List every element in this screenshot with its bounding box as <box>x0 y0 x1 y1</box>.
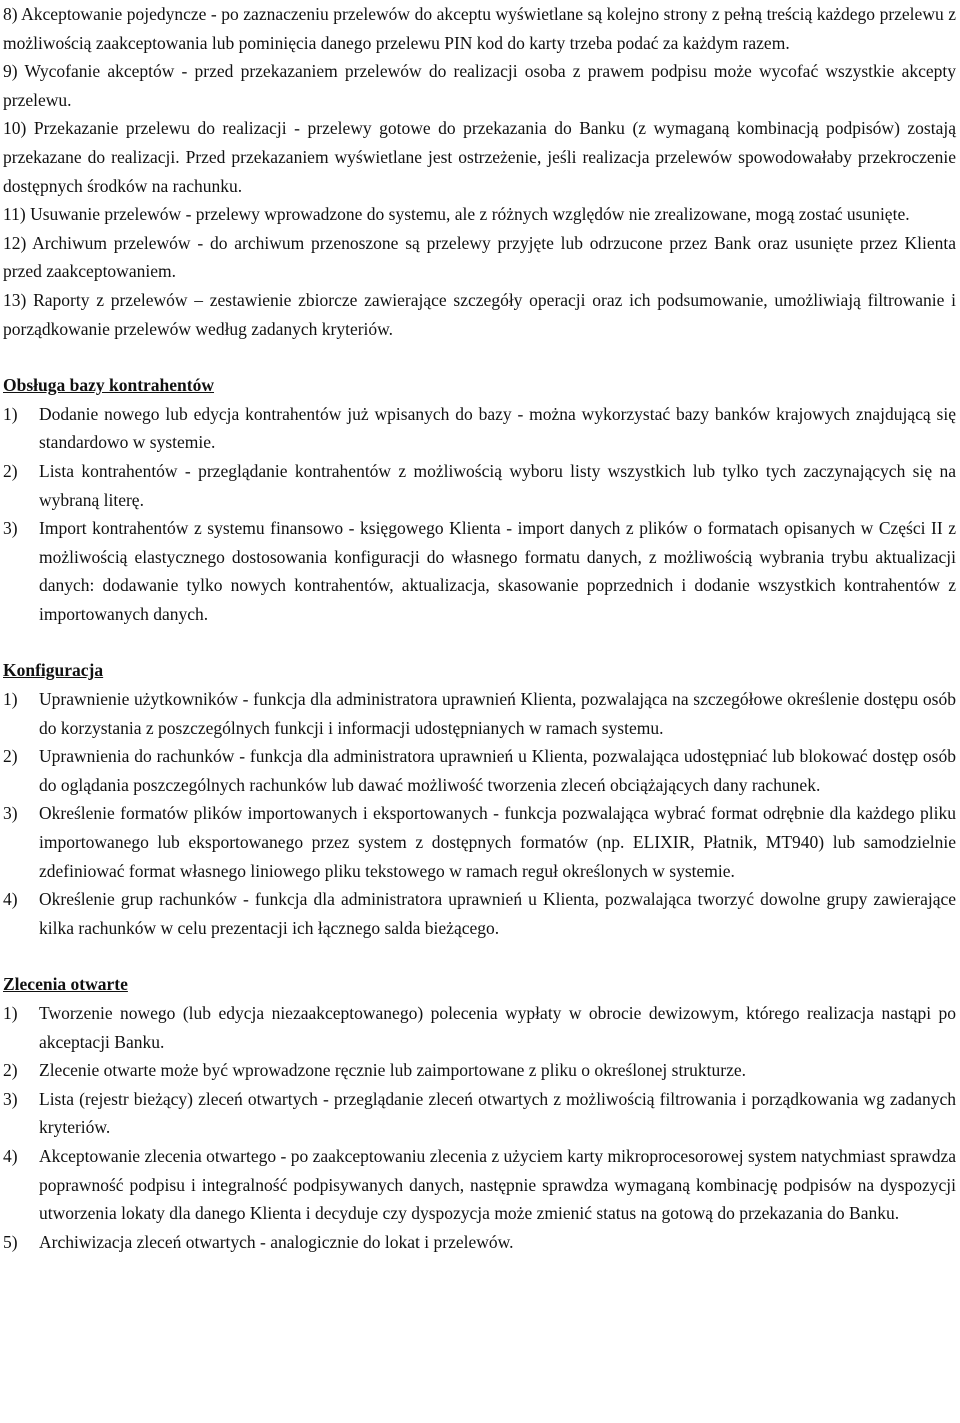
item-number: 5) <box>3 1231 18 1252</box>
item-text: Określenie formatów plików importowanych i eksportowanych - funkcja pozwalająca wybrać format odrębnie dla każdego pliku importowanego lub eksportowanego przez system z dostępnych formatów (np. ELIXIR, Płatnik, MT940) lub samodzielnie zdefiniować format własnego liniowego pliku tekstowego w ramach reguł określonych w systemie. <box>39 803 956 881</box>
item-number: 10) <box>3 118 27 139</box>
item-text: Usuwanie przelewów - przelewy wprowadzone do systemu, ale z różnych względów nie zrealizowane, mogą zostać usunięte. <box>30 204 910 225</box>
list-item <box>3 400 956 457</box>
section-heading: Zlecenia otwarte <box>3 974 128 995</box>
item-number: 3) <box>3 1088 18 1109</box>
list-item <box>3 1228 956 1257</box>
item-number: 4) <box>3 889 18 910</box>
list-item <box>3 200 956 229</box>
item-text: Określenie grup rachunków - funkcja dla administratora uprawnień u Klienta, pozwalająca tworzyć dowolne grupy zawierające kilka rachunków w celu prezentacji ich łącznego salda bieżącego. <box>39 889 956 938</box>
item-text: Tworzenie nowego (lub edycja niezaakceptowanego) polecenia wypłaty w obrocie dewizowym, którego realizacja nastąpi po akceptacji Banku. <box>39 1003 956 1052</box>
item-number: 11) <box>3 204 26 225</box>
item-text: Uprawnienie użytkowników - funkcja dla administratora uprawnień Klienta, pozwalająca na szczegółowe określenie dostępu osób do korzystania z poszczególnych funkcji i informacji udostępnianych w ramach systemu. <box>39 689 956 738</box>
item-text: Wycofanie akceptów - przed przekazaniem przelewów do realizacji osoba z prawem podpisu może wycofać wszystkie akcepty przelewu. <box>3 61 956 110</box>
item-number: 1) <box>3 403 18 424</box>
item-number: 2) <box>3 1060 18 1081</box>
list-item <box>3 0 956 57</box>
item-text: Zlecenie otwarte może być wprowadzone ręcznie lub zaimportowane z pliku o określonej strukturze. <box>39 1060 747 1081</box>
item-number: 3) <box>3 803 18 824</box>
list-item <box>3 1085 956 1142</box>
list-item <box>3 457 956 514</box>
list-item <box>3 685 956 742</box>
list-item <box>3 229 956 286</box>
item-text: Akceptowanie zlecenia otwartego - po zaakceptowaniu zlecenia z użyciem karty mikroprocesorowej system natychmiast sprawdza poprawność podpisu i integralność podpisywanych danych, następnie sprawdza wymaganą kombinację podpisów na dyspozycji utworzenia lokaty dla danego Klienta i decyduje czy dyspozycja może zmienić status na gotową do przekazania do Banku. <box>39 1145 956 1224</box>
section-heading: Obsługa bazy kontrahentów <box>3 375 215 396</box>
item-text: Lista kontrahentów - przeglądanie kontrahentów z możliwością wyboru listy wszystkich lub tylko tych zaczynających się na wybraną literę. <box>39 460 956 510</box>
list-item <box>3 885 956 942</box>
item-number: 2) <box>3 460 18 481</box>
list-item <box>3 999 956 1056</box>
item-number: 2) <box>3 746 18 767</box>
section-heading: Konfiguracja <box>3 660 104 681</box>
list-item <box>3 114 956 200</box>
section-open-orders <box>3 970 956 1256</box>
section-configuration <box>3 656 956 942</box>
list-item <box>3 514 956 628</box>
item-number: 4) <box>3 1145 18 1166</box>
item-number: 1) <box>3 689 18 710</box>
list-item <box>3 799 956 885</box>
item-text: Archiwum przelewów - do archiwum przenoszone są przelewy przyjęte lub odrzucone przez Bank oraz usunięte przez Klienta przed zaakceptowaniem. <box>3 232 956 282</box>
item-text: Raporty z przelewów – zestawienie zbiorcze zawierające szczegóły operacji oraz ich podsumowanie, umożliwiają filtrowanie i porządkowanie przelewów według zadanych kryteriów. <box>3 289 956 339</box>
item-number: 8) <box>3 4 18 24</box>
item-number: 3) <box>3 518 18 539</box>
item-number: 12) <box>3 232 27 253</box>
item-number: 9) <box>3 61 18 82</box>
list-item <box>3 742 956 799</box>
item-text: Archiwizacja zleceń otwartych - analogicznie do lokat i przelewów. <box>39 1231 514 1252</box>
item-text: Lista (rejestr bieżący) zleceń otwartych - przeglądanie zleceń otwartych z możliwością filtrowania i porządkowania wg zadanych kryteriów. <box>39 1088 956 1138</box>
list-item <box>3 286 956 343</box>
item-number: 13) <box>3 289 27 310</box>
transfers-list <box>3 0 956 343</box>
item-text: Akceptowanie pojedyncze - po zaznaczeniu przelewów do akceptu wyświetlane są kolejno strony z pełną treścią każdego przelewu z możliwością zaakceptowania lub pominięcia danego przelewu PIN kod do karty trzeba podać za każdym razem. <box>3 4 956 53</box>
list-item <box>3 57 956 114</box>
item-number: 1) <box>3 1003 18 1023</box>
list-item <box>3 1142 956 1228</box>
item-text: Dodanie nowego lub edycja kontrahentów już wpisanych do bazy - można wykorzystać bazy banków krajowych znajdującą się standardowo w systemie. <box>39 403 956 453</box>
item-text: Uprawnienia do rachunków - funkcja dla administratora uprawnień u Klienta, pozwalająca udostępniać lub blokować dostęp osób do oglądania poszczególnych rachunków lub dawać możliwość tworzenia zleceń obciążających dany rachunek. <box>39 746 956 795</box>
item-text: Import kontrahentów z systemu finansowo - księgowego Klienta - import danych z plików o formatach opisanych w Części II z możliwością elastycznego dostosowania konfiguracji do własnego formatu danych, z możliwością wybrania trybu aktualizacji danych: dodawanie tylko nowych kontrahentów, aktualizacja, skasowanie poprzednich i dodanie wszystkich kontrahentów z importowanych danych. <box>39 518 956 624</box>
section-contractors <box>3 371 956 628</box>
list-item <box>3 1056 956 1085</box>
item-text: Przekazanie przelewu do realizacji - przelewy gotowe do przekazania do Banku (z wymaganą kombinacją podpisów) zostają przekazane do realizacji. Przed przekazaniem wyświetlane jest ostrzeżenie, jeśli realizacja przelewów spowodowałaby przekroczenie dostępnych środków na rachunku. <box>3 118 956 196</box>
